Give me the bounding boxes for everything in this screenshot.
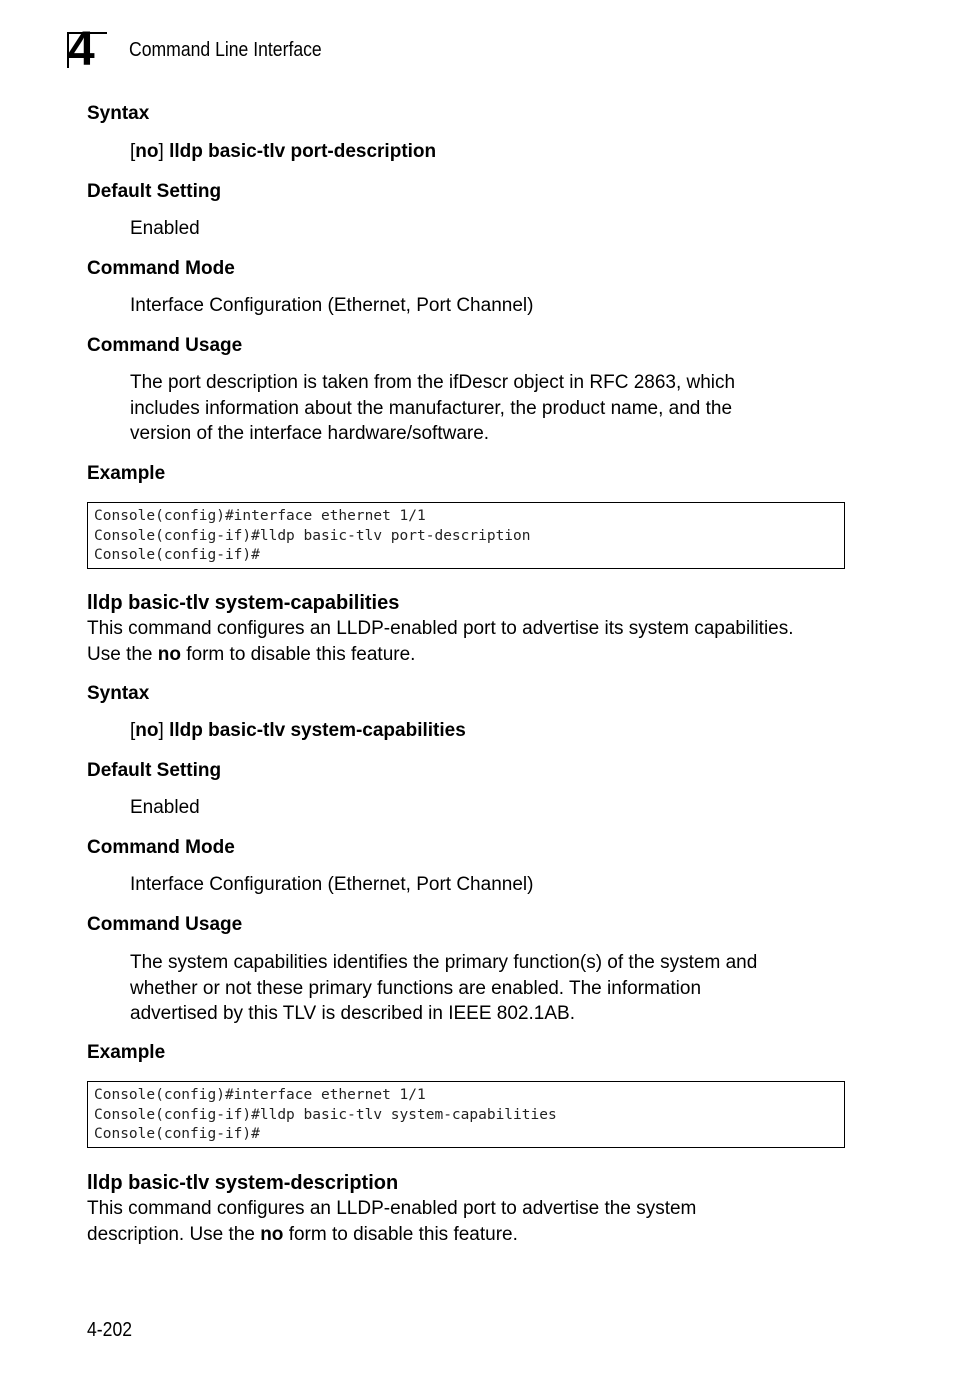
default-setting-value: Enabled [130, 218, 200, 239]
code-line: Console(config)#interface ethernet 1/1 [94, 508, 426, 524]
command-description [87, 616, 794, 667]
description-text: form to disable this feature. [283, 1223, 518, 1245]
example-heading: Example [87, 463, 166, 484]
no-keyword: no [157, 643, 181, 665]
code-line: Console(config-if)#lldp basic-tlv system-capabilities [94, 1106, 557, 1123]
command-usage-paragraph [130, 950, 757, 1027]
usage-line: includes information about the manufacturer, the product name, and the [130, 397, 733, 419]
chapter-number: 4 [68, 23, 94, 76]
code-line: Console(config-if)#lldp basic-tlv port-description [94, 527, 531, 544]
command-title: lldp basic-tlv system-description [87, 1172, 399, 1194]
running-head-title: Command Line Interface [129, 39, 322, 61]
syntax-heading: Syntax [87, 683, 150, 704]
default-setting-heading: Default Setting [87, 181, 222, 202]
command-mode-heading: Command Mode [87, 837, 235, 858]
description-text: Use the [87, 643, 158, 665]
usage-line: advertised by this TLV is described in IEEE 802.1AB. [130, 1003, 575, 1024]
syntax-command: lldp basic-tlv port-description [169, 141, 437, 162]
code-example-box [87, 1081, 845, 1148]
page-number: 4-202 [87, 1319, 133, 1341]
usage-line: whether or not these primary functions are enabled. The information [130, 977, 702, 999]
default-setting-heading: Default Setting [87, 760, 222, 781]
no-keyword: no [260, 1223, 284, 1245]
syntax-no-keyword: no [135, 141, 159, 162]
syntax-no-keyword: no [135, 720, 159, 741]
syntax-heading: Syntax [87, 103, 150, 124]
description-line: This command configures an LLDP-enabled port to advertise the system [87, 1198, 697, 1219]
description-text: description. Use the [87, 1223, 261, 1245]
command-usage-heading: Command Usage [87, 914, 243, 935]
description-line: This command configures an LLDP-enabled port to advertise its system capabilities. [87, 618, 794, 639]
syntax-line: [no] lldp basic-tlv system-capabilities [130, 720, 466, 741]
syntax-command: lldp basic-tlv system-capabilities [169, 720, 466, 741]
description-text: form to disable this feature. [180, 643, 416, 665]
command-mode-heading: Command Mode [87, 258, 235, 279]
code-line: Console(config-if)# [94, 547, 260, 563]
command-usage-paragraph [130, 370, 735, 447]
code-line: Console(config)#interface ethernet 1/1 [94, 1087, 426, 1103]
command-mode-value: Interface Configuration (Ethernet, Port Channel) [130, 295, 534, 316]
command-mode-value: Interface Configuration (Ethernet, Port Channel) [130, 874, 534, 895]
example-heading: Example [87, 1042, 166, 1063]
usage-line: version of the interface hardware/software. [130, 423, 490, 444]
command-description [87, 1196, 696, 1247]
syntax-line: [no] lldp basic-tlv port-description [130, 141, 437, 162]
description-line [87, 642, 794, 668]
description-line [87, 1222, 696, 1248]
default-setting-value: Enabled [130, 797, 200, 818]
usage-line: The port description is taken from the ifDescr object in RFC 2863, which [130, 372, 736, 393]
usage-line: The system capabilities identifies the primary function(s) of the system and [130, 952, 758, 973]
code-line: Console(config-if)# [94, 1126, 260, 1142]
code-example-box [87, 502, 845, 569]
command-title: lldp basic-tlv system-capabilities [87, 592, 400, 614]
command-usage-heading: Command Usage [87, 335, 243, 356]
